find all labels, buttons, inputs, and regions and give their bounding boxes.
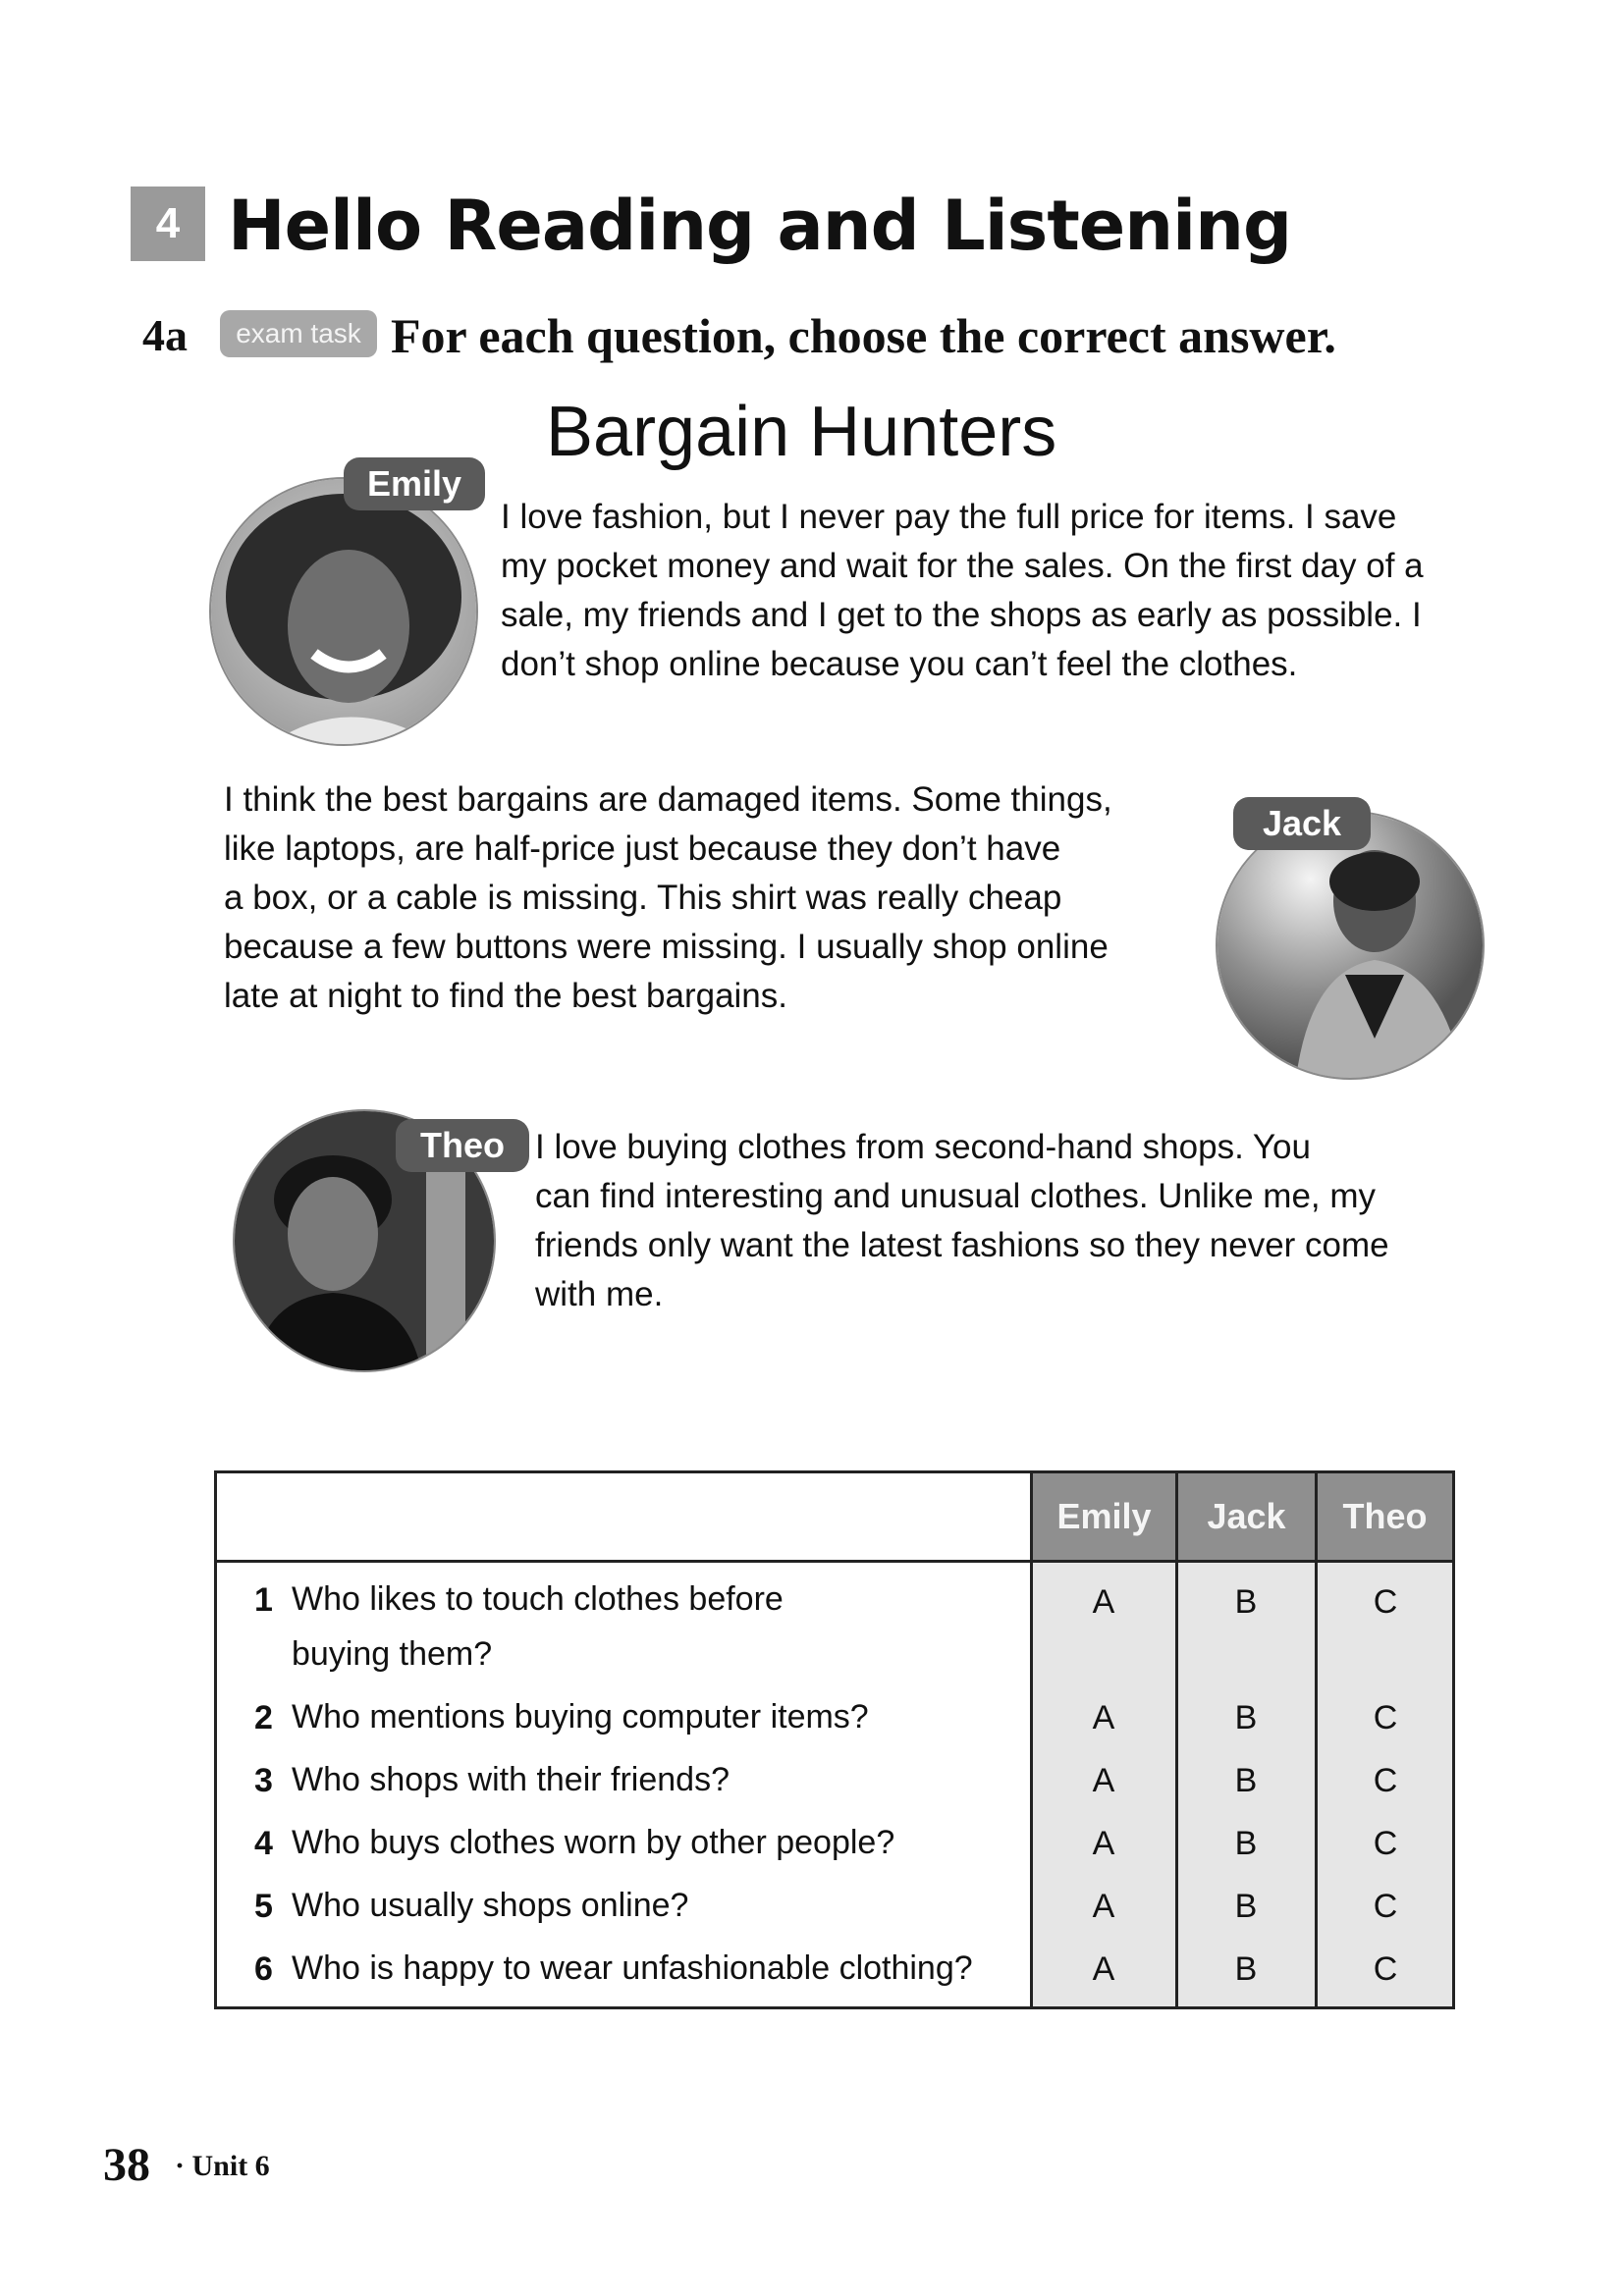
- question-text: buying them?: [292, 1635, 493, 1673]
- jack-line: a box, or a cable is missing. This shirt was really cheap: [224, 879, 1062, 917]
- section-title: Hello Reading and Listening: [228, 186, 1292, 266]
- question-text: Who likes to touch clothes before: [292, 1580, 784, 1618]
- unit-label: · Unit 6: [175, 2150, 270, 2182]
- option-c[interactable]: C: [1373, 1825, 1398, 1862]
- question-number: 5: [254, 1888, 273, 1925]
- question-number: 4: [254, 1825, 273, 1862]
- table-header-row: [217, 1473, 1452, 1563]
- option-b[interactable]: B: [1234, 1825, 1258, 1862]
- page-number: 38: [103, 2139, 150, 2191]
- option-c[interactable]: C: [1373, 1950, 1398, 1988]
- theo-name-tag: Theo: [396, 1119, 529, 1172]
- jack-text: [224, 775, 1112, 1021]
- question-number: 6: [254, 1950, 273, 1988]
- option-c[interactable]: C: [1373, 1583, 1398, 1621]
- theo-line: with me.: [535, 1275, 664, 1313]
- emily-line: don’t shop online because you can’t feel the clothes.: [501, 645, 1298, 683]
- option-b[interactable]: B: [1234, 1699, 1258, 1736]
- jack-line: because a few buttons were missing. I usually shop online: [224, 928, 1109, 966]
- option-c[interactable]: C: [1373, 1762, 1398, 1799]
- section-number: 4: [131, 187, 205, 261]
- question-text: Who is happy to wear unfashionable clothing?: [292, 1949, 973, 1987]
- question-text: Who mentions buying computer items?: [292, 1698, 869, 1735]
- option-a[interactable]: A: [1092, 1888, 1115, 1925]
- emily-line: sale, my friends and I get to the shops as early as possible. I: [501, 596, 1422, 634]
- question-text: Who shops with their friends?: [292, 1761, 730, 1798]
- option-c[interactable]: C: [1373, 1699, 1398, 1736]
- column-header-emily: Emily: [1033, 1473, 1175, 1560]
- jack-line: late at night to find the best bargains.: [224, 977, 787, 1015]
- emily-line: I love fashion, but I never pay the full price for items. I save: [501, 498, 1397, 536]
- emily-name-tag: Emily: [344, 457, 485, 510]
- article-title: Bargain Hunters: [546, 393, 1057, 471]
- option-a[interactable]: A: [1092, 1950, 1115, 1988]
- question-text: Who buys clothes worn by other people?: [292, 1824, 895, 1861]
- option-b[interactable]: B: [1234, 1762, 1258, 1799]
- option-c[interactable]: C: [1373, 1888, 1398, 1925]
- question-number: 2: [254, 1699, 273, 1736]
- question-text: Who usually shops online?: [292, 1887, 689, 1924]
- emily-text: [501, 493, 1424, 689]
- jack-line: I think the best bargains are damaged items. Some things,: [224, 780, 1112, 819]
- emily-line: my pocket money and wait for the sales. On the first day of a: [501, 547, 1424, 585]
- theo-text: [535, 1123, 1389, 1319]
- option-b[interactable]: B: [1234, 1583, 1258, 1621]
- jack-photo: [1216, 811, 1485, 1080]
- column-header-jack: Jack: [1178, 1473, 1315, 1560]
- theo-line: friends only want the latest fashions so they never come: [535, 1226, 1389, 1264]
- emily-photo: [209, 477, 478, 746]
- column-header-theo: Theo: [1318, 1473, 1452, 1560]
- question-number: 3: [254, 1762, 273, 1799]
- column-divider: [1030, 1473, 1033, 2006]
- task-instruction: For each question, choose the correct answer.: [391, 308, 1336, 363]
- option-a[interactable]: A: [1092, 1825, 1115, 1862]
- option-b[interactable]: B: [1234, 1888, 1258, 1925]
- option-b[interactable]: B: [1234, 1950, 1258, 1988]
- option-a[interactable]: A: [1092, 1699, 1115, 1736]
- column-divider: [1175, 1473, 1178, 2006]
- jack-name-tag: Jack: [1233, 797, 1371, 850]
- question-number: 1: [254, 1581, 273, 1619]
- jack-line: like laptops, are half-price just because they don’t have: [224, 829, 1061, 868]
- task-number: 4a: [142, 310, 188, 360]
- question-table: [214, 1470, 1455, 2009]
- option-a[interactable]: A: [1092, 1762, 1115, 1799]
- exam-task-badge: exam task: [220, 310, 377, 357]
- column-divider: [1315, 1473, 1318, 2006]
- option-a[interactable]: A: [1092, 1583, 1115, 1621]
- theo-line: can find interesting and unusual clothes. Unlike me, my: [535, 1177, 1377, 1215]
- theo-line: I love buying clothes from second-hand shops. You: [535, 1128, 1311, 1166]
